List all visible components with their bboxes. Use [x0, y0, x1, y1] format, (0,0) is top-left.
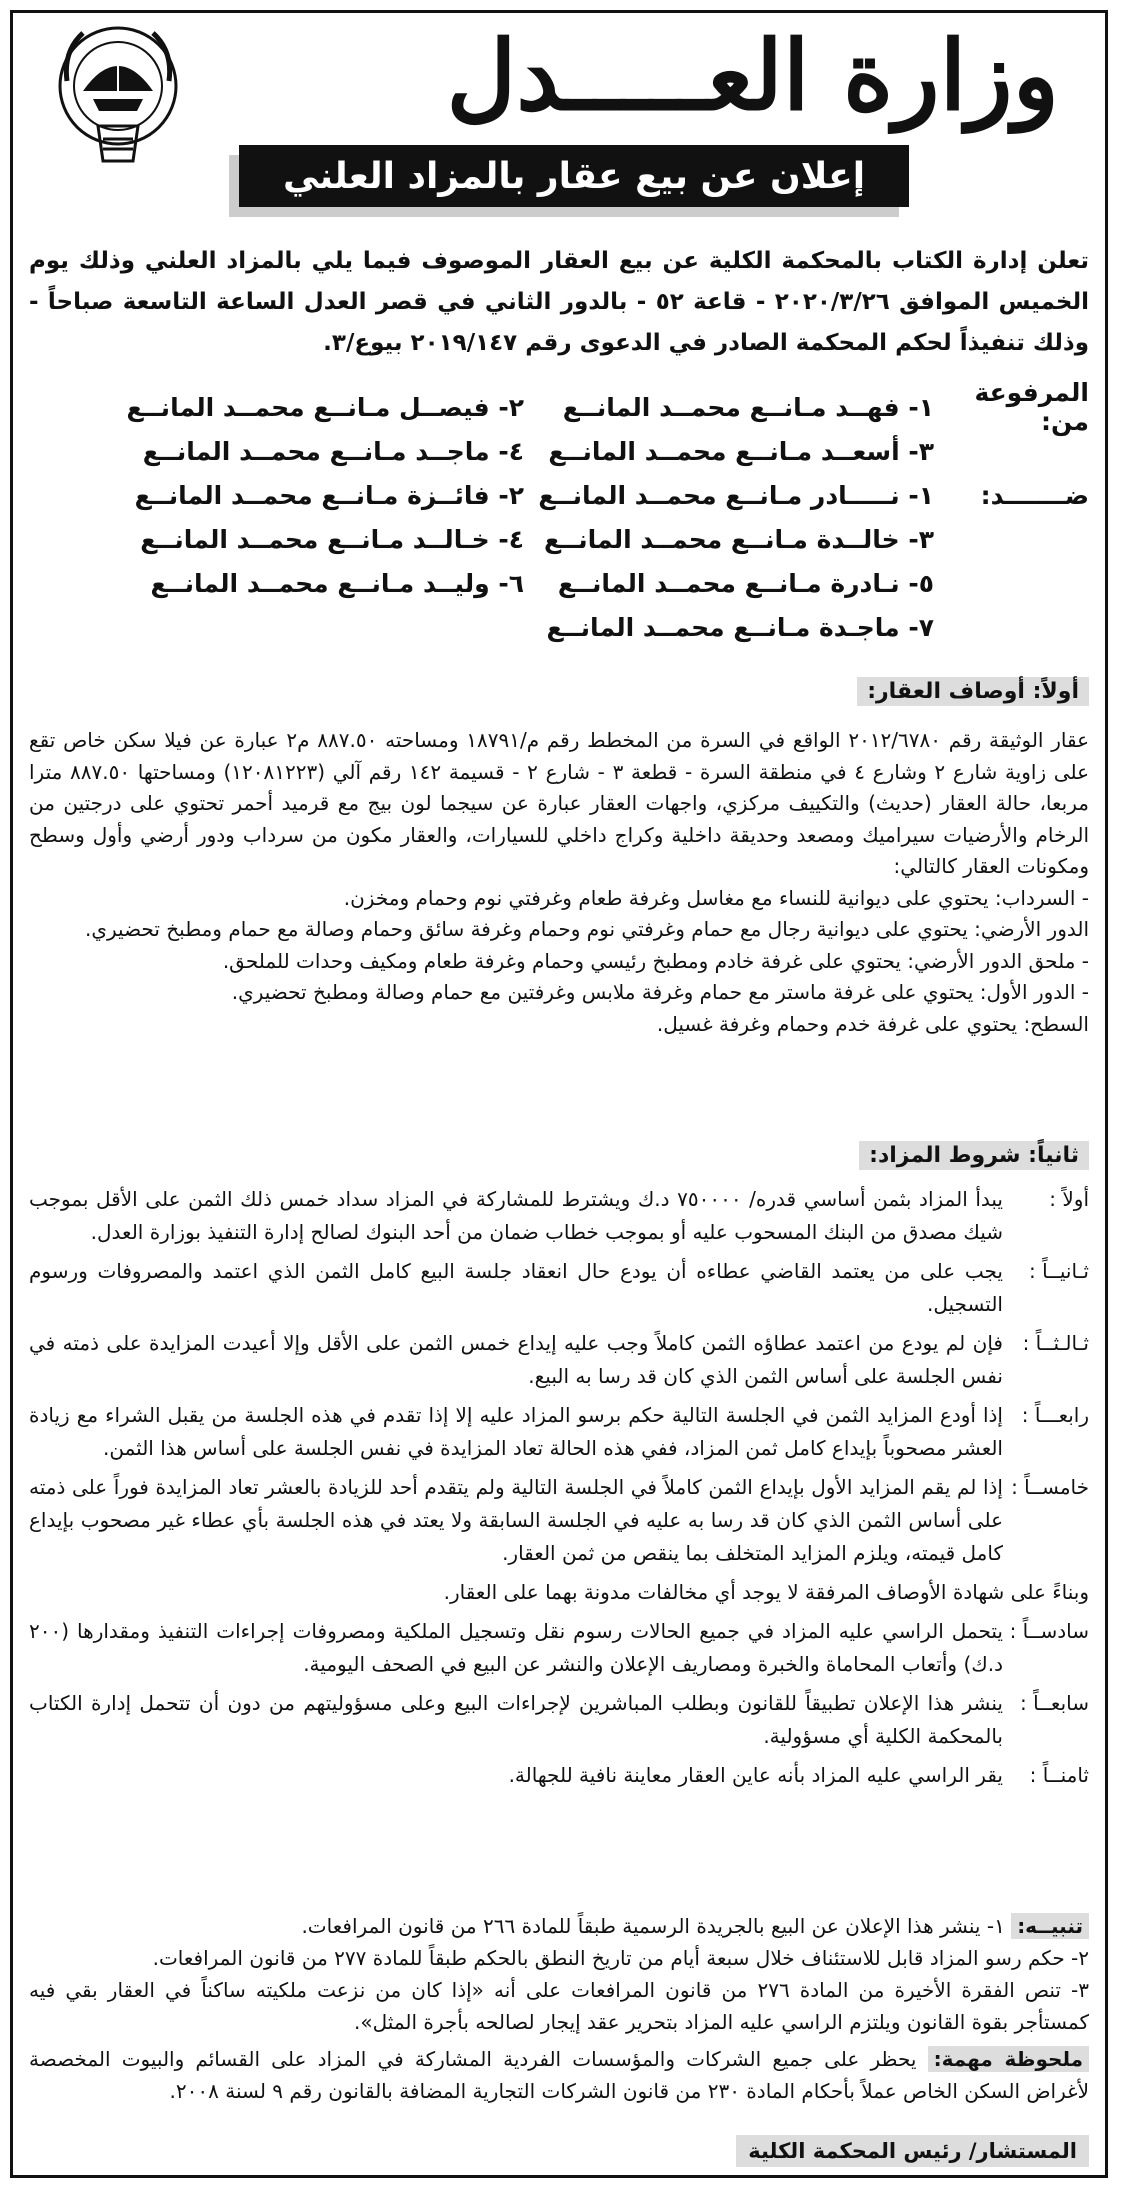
plaintiff-name: ٤- ماجــد مـانــع محمــد المانــع [142, 436, 524, 466]
term-text: يجب على من يعتمد القاضي عطاءه أن يودع حال انعقاد جلسة البيع كامل الثمن الذي اعتمد والمصروفات ورسوم التسجيل. [29, 1259, 1003, 1316]
term-text: يقر الراسي عليه المزاد بأنه عاين العقار معاينة نافية للجهالة. [508, 1763, 1003, 1787]
announcement-frame [10, 10, 1108, 2178]
parties-block [29, 378, 1089, 649]
description-paragraph: الدور الأرضي: يحتوي على ديوانية رجال مع حمام وغرفتي نوم وحمام وغرفة سائق وحمام وصالة مع حمام ومطبخ تحضيري. [84, 917, 1089, 941]
defendant-name: ٤- خـالــد مـانــع محمــد المانــع [140, 524, 524, 554]
plaintiff-name: ١- فهــد مـانــع محمــد المانــع [562, 392, 934, 422]
term-item [29, 1759, 1089, 1792]
ministry-title: وزارة العـــــدل [446, 19, 1059, 132]
term-item [29, 1615, 1089, 1681]
important-text: يحظر على جميع الشركات والمؤسسات الفردية المشاركة في المزاد على القسائم والبيوت المخصصة لأغراض السكن الخاص عملاً بأحكام المادة ٢٣٠ من قانون الشركات التجارية المضافة بالقانون رقم ٩ لسنة ٢٠٠٨. [29, 2047, 1089, 2103]
description-paragraph: - الدور الأول: يحتوي على غرفة ماستر مع حمام وغرفة ملابس وغرفتين مع حمام وصالة ومطبخ تحضيري. [231, 980, 1089, 1004]
notice-block [29, 1910, 1089, 2038]
notice-item: ٣- تنص الفقرة الأخيرة من المادة ٢٧٦ من قانون المرافعات على أنه «إذا كان من نزعت ملكيته ساكناً في العقار بقي فيه كمستأجر بقوة القانون ويلتزم الراسي عليه المزاد بتحرير عقد إيجار لصالحه بأجرة المثل». [29, 1978, 1089, 2034]
auction-terms [29, 1183, 1089, 1798]
term-text: يتحمل الراسي عليه المزاد في جميع الحالات رسوم نقل وتسجيل الملكية ومصروفات إجراءات التنفيذ ومقدارها (٢٠٠ د.ك) وأتعاب المحاماة والخبرة ومصاريف الإعلان والنشر عن البيع في الصحف اليومية. [29, 1619, 1003, 1676]
term-label: ثـانيــاً : [1028, 1259, 1089, 1283]
announcement-title: إعلان عن بيع عقار بالمزاد العلني [239, 145, 909, 207]
term-label: سابعــاً : [1020, 1691, 1089, 1715]
notice-item: ١- ينشر هذا الإعلان عن البيع بالجريدة الرسمية طبقاً للمادة ٢٦٦ من قانون المرافعات. [301, 1914, 1005, 1938]
term-label: خامســاً : [1011, 1475, 1089, 1499]
defendant-name: ٢- فائــزة مـانــع محمــد المانــع [134, 480, 524, 510]
term-label: ثـالـثــاً : [1022, 1331, 1089, 1355]
property-description-heading: أولاً: أوصاف العقار: [857, 677, 1089, 706]
notice-label: تنبيــه: [1011, 1913, 1089, 1939]
term-text: إذا أودع المزايد الثمن في الجلسة التالية حكم برسو المزاد عليه إلا إذا تقدم في هذه الجلسة من يقبل الشراء مع زيادة العشر مصحوباً بإيداع كامل ثمن المزاد، ففي هذه الحالة تعاد المزايدة في نفس الجلسة على أساس هذا الثمن. [29, 1403, 1003, 1460]
description-paragraph: عقار الوثيقة رقم ٢٠١٢/٦٧٨٠ الواقع في السرة من المخطط رقم م/١٨٧٩١ ومساحته ٨٨٧.٥٠ م٢ عبارة عن فيلا سكن خاص تقع على زاوية شارع ٢ وشارع ٤ في منطقة السرة - قطعة ٣ - شارع ٢ - قسيمة ١٤٢ رقم آلي (١٢٠٨١٢٢٣) ومساحتها ٨٨٧.٥٠ مترا مربعا، حالة العقار (حديث) والتكييف مركزي، واجهات العقار عبارة عن سيجما لون بيج مع قرميد أحمر تحتوي على درجتين من الرخام والأرضيات سيراميك ومصعد وحديقة داخلية وكراج داخلي للسيارات، والعقار مكون من سرداب ودور أرضي وأول وسطح ومكونات العقار كالتالي: [29, 728, 1090, 878]
term-item [29, 1183, 1089, 1249]
term-label: سادســاً : [1009, 1619, 1089, 1643]
signature: المستشار/ رئيس المحكمة الكلية [736, 2135, 1089, 2167]
plaintiff-name: ٢- فيصــل مـانــع محمــد المانــع [126, 392, 524, 422]
description-paragraph: - السرداب: يحتوي على ديوانية للنساء مع مغاسل وغرفة طعام وغرفتي نوم وحمام ومخزن. [343, 885, 1089, 910]
term-item [29, 1687, 1089, 1753]
term-item [29, 1399, 1089, 1465]
term-text: يبدأ المزاد بثمن أساسي قدره/ ٧٥٠٠٠٠ د.ك ويشترط للمشاركة في المزاد سداد خمس ذلك الثمن على الأقل بموجب شيك مصدق من البنك المسحوب عليه أو بموجب خطاب ضمان من أحد البنوك لصالح إدارة التنفيذ بوزارة العدل. [29, 1187, 1004, 1244]
term-label: رابعـــاً : [1021, 1403, 1089, 1427]
important-label: ملحوظة مهمة: [928, 2046, 1089, 2072]
notice-item: ٢- حكم رسو المزاد قابل للاستئناف خلال سبعة أيام من تاريخ النطق بالحكم طبقاً للمادة ٢٧٧ من قانون المرافعات. [152, 1946, 1089, 1970]
announcement-body [29, 13, 1089, 2175]
defendant-name: ١- نـــــادر مـانــع محمــد المانــع [538, 480, 934, 510]
description-paragraph: - ملحق الدور الأرضي: يحتوي على غرفة خادم ومطبخ رئيسي وحمام وغرفة طعام ومكيف وحدات للملحق. [222, 948, 1089, 973]
plaintiff-name: ٣- أسعــد مـانــع محمــد المانــع [548, 436, 934, 466]
important-note [29, 2043, 1089, 2107]
term-text: إذا لم يقم المزايد الأول بإيداع الثمن كاملاً في الجلسة التالية ولم يتقدم أحد للزيادة بالعشر تعاد المزايدة فوراً على ذمته على أساس الثمن الذي كان قد رسا به عليه في الجلسة السابقة ولا يعتد في هذه الجلسة بأي عطاء غير مصحوب بإيداع كامل قيمته، ويلزم المزايد المتخلف بما ينقص من ثمن العقار. [29, 1475, 1003, 1565]
term-label: ثامنــاً : [1029, 1763, 1089, 1787]
description-paragraph: السطح: يحتوي على غرفة خدم وحمام وغرفة غسيل. [656, 1011, 1089, 1036]
term-text: فإن لم يودع من اعتمد عطاؤه الثمن كاملاً وجب عليه إيداع خمس الثمن على الأقل وإلا أعيدت المزايدة على ذمته في نفس الجلسة على أساس الثمن الذي كان قد رسا به البيع. [29, 1331, 1003, 1388]
term-item [29, 1471, 1089, 1570]
property-description [29, 725, 1089, 1040]
defendant-name: ٣- خالــدة مـانــع محمــد المانــع [544, 524, 934, 554]
term-item [29, 1255, 1089, 1321]
auction-terms-heading: ثانياً: شروط المزاد: [859, 1141, 1089, 1170]
kuwait-emblem-icon [53, 21, 183, 171]
plaintiff-label: المرفوعة من: [974, 378, 1089, 436]
violations-note: وبناءً على شهادة الأوصاف المرفقة لا يوجد أي مخالفات مدونة بهما على العقار. [443, 1580, 1089, 1604]
defendant-name: ٦- وليــد مـانــع محمــد المانــع [150, 568, 524, 598]
term-item [29, 1327, 1089, 1393]
term-label: أولاً : [1049, 1187, 1089, 1211]
intro-paragraph: تعلن إدارة الكتاب بالمحكمة الكلية عن بيع العقار الموصوف فيما يلي بالمزاد العلني وذلك يوم الخميس الموافق ٢٠٢٠/٣/٢٦ - قاعة ٥٢ - بالدور الثاني في قصر العدل الساعة التاسعة صباحاً - وذلك تنفيذاً لحكم المحكمة الصادر في الدعوى رقم ٢٠١٩/١٤٧ بيوع/٣. [29, 248, 1089, 356]
defendant-name: ٥- نـادرة مـانــع محمــد المانــع [557, 568, 934, 598]
defendant-label: ضـــــــد: [980, 480, 1089, 510]
defendant-name: ٧- ماجـدة مـانــع محمــد المانــع [546, 612, 934, 642]
term-text: ينشر هذا الإعلان تطبيقاً للقانون وبطلب المباشرين لإجراءات البيع وعلى مسؤوليتهم من دون أن تتحمل إدارة الكتاب بالمحكمة الكلية أي مسؤولية. [29, 1691, 1003, 1748]
